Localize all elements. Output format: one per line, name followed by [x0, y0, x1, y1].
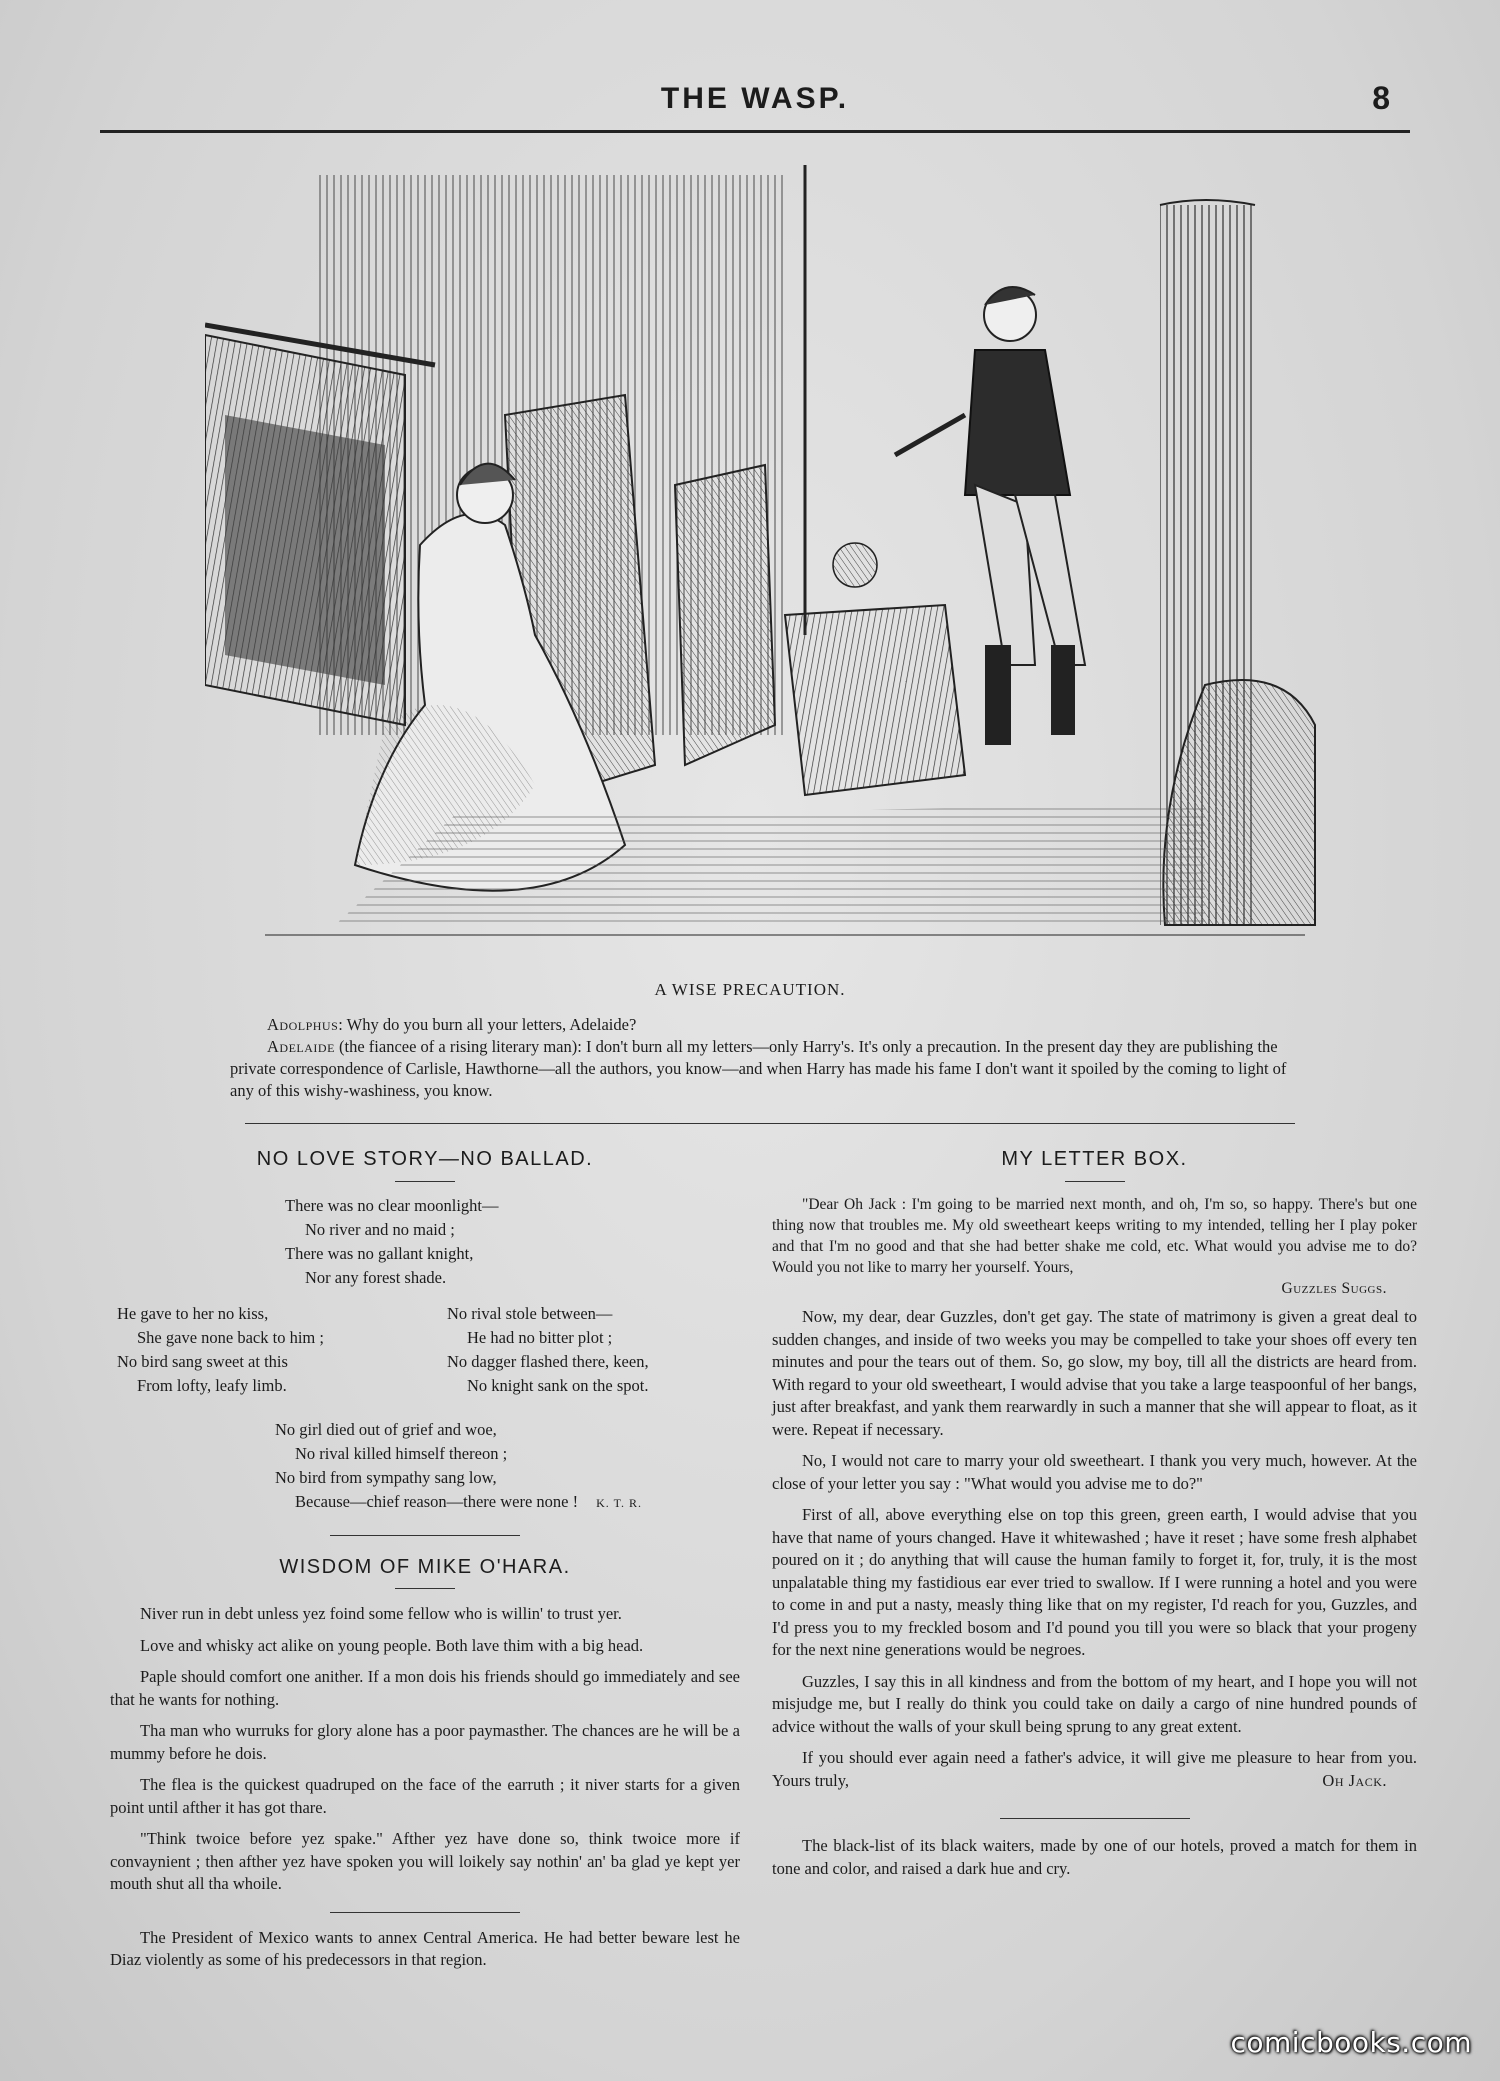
poem-line: He had no bitter plot ; [467, 1327, 613, 1347]
poem-line: No river and no maid ; [305, 1219, 455, 1239]
poem-line: He gave to her no kiss, [117, 1303, 269, 1323]
poem-stanza-2 [117, 1302, 324, 1398]
poem-signature: K. T. R. [596, 1495, 643, 1510]
engraving-couple-fireplace-icon [205, 165, 1325, 950]
poem-line: No dagger flashed there, keen, [447, 1351, 649, 1371]
speaker-adelaide: Adelaide [267, 1037, 335, 1056]
illustration-caption-title: A WISE PRECAUTION. [654, 980, 846, 999]
mexico-paragraph: The President of Mexico wants to annex Central America. He had better beware lest he Diaz violently as some of his predecessors in that region. [110, 1927, 740, 1969]
section-rule [1000, 1818, 1190, 1819]
poem-line: No knight sank on the spot. [467, 1375, 649, 1395]
section-rule [330, 1535, 520, 1536]
poem-stanza-4 [110, 1418, 740, 1515]
section-divider [245, 1123, 1295, 1124]
reply-paragraph: Now, my dear, dear Guzzles, don't get gay. The state of matrimony is given a great deal to sudden changes, and inside of two weeks you may be compelled to take your shoes off every ten minutes and pour the tears out of them. So, go slow, my boy, till all the districts are heard from. With regard to your old sweetheart, I would advise that you take a large teaspoonful of her bangs, just after breakfast, and yank them rearwardly in such a manner that she will appear to float, as it were. Repeat if necessary. [772, 1307, 1417, 1439]
poem-title-rule [395, 1181, 455, 1182]
poem-line: Because—chief reason—there were none ! [295, 1491, 579, 1511]
poem-line: No rival killed himself thereon ; [295, 1443, 508, 1463]
reader-letter: "Dear Oh Jack : I'm going to be married next month, and oh, I'm so, so happy. There's but one thing now that troubles me. My old sweetheart keeps writing to my intended, telling her I play poker and that I'm no good and that she had better shake me cold, etc. What would you advise me to do? Would you not like to marry her yourself. Yours, [772, 1195, 1417, 1276]
poem-line: She gave none back to him ; [137, 1327, 324, 1347]
blacklist-paragraph [772, 1835, 1417, 1880]
letterbox-title-rule [1065, 1181, 1125, 1182]
poem-line: No bird from sympathy sang low, [275, 1467, 497, 1487]
wisdom-paragraph: The flea is the quickest quadruped on the face of the earruth ; it niver starts for a given point until afther it has got thare. [110, 1775, 740, 1817]
reply-closing [772, 1747, 1417, 1792]
closing-text: If you should ever again need a father's advice, it will give me pleasure to hear from you. Yours truly, [772, 1748, 1417, 1790]
adolphus-line: : Why do you burn all your letters, Adelaide? [338, 1015, 637, 1034]
page-number: 8 [1372, 80, 1390, 116]
illustration-caption [230, 1014, 1290, 1102]
poem-stanza-1 [110, 1194, 740, 1290]
poem-line: From lofty, leafy limb. [137, 1375, 287, 1395]
poem-line: There was no gallant knight, [285, 1243, 474, 1263]
blacklist-text: The black-list of its black waiters, made by one of our hotels, proved a match for them in tone and color, and raised a dark hue and cry. [772, 1836, 1417, 1878]
poem-middle-stanzas [110, 1302, 740, 1414]
right-column [772, 1148, 1417, 1889]
speaker-adolphus: Adolphus [267, 1015, 339, 1034]
reply-paragraph: No, I would not care to marry your old sweetheart. I thank you very much, however. At the close of your letter you say : "What would you advise me to do?" [772, 1451, 1417, 1493]
poem-line: Nor any forest shade. [305, 1267, 447, 1287]
wisdom-paragraph: Love and whisky act alike on young people. Both lave thim with a big head. [140, 1635, 644, 1655]
caption-line-adolphus [230, 1014, 1290, 1036]
poem-title: NO LOVE STORY—NO BALLAD. [256, 1148, 594, 1170]
letterbox-title: MY LETTER BOX. [1001, 1148, 1188, 1170]
reply-paragraph: Guzzles, I say this in all kindness and from the bottom of my heart, and I hope you will not misjudge me, but I really do think you could take on daily a cargo of nine hundred pounds of advice without the walls of your skull being sprung to any great extent. [772, 1671, 1417, 1736]
closing-signature: Oh Jack. [1322, 1770, 1387, 1790]
wisdom-title-rule [395, 1588, 455, 1589]
wisdom-paragraph: "Think twoice before yez spake." Afther yez have done so, think twoice more if convaynient ; then afther yez have spoken you will loikely say nothin' an' ba glad ye kept yer mouth shut all tha whoile. [110, 1829, 740, 1893]
wisdom-title: WISDOM OF MIKE O'HARA. [279, 1555, 571, 1578]
watermark: comicbooks.com [1230, 2026, 1472, 2059]
poem-line: No girl died out of grief and woe, [275, 1419, 497, 1439]
header-rule [100, 130, 1410, 133]
poem-line: No rival stole between— [447, 1303, 613, 1323]
adelaide-line: (the fiancee of a rising literary man): I don't burn all my letters—only Harry's. It's only a precaution. In the present day they are publishing the private correspondence of Carlisle, Hawthorne—all the authors, you know—and when Harry has made his fame I don't want it spoiled by the coming to light of any of this wishy-washiness, you know. [230, 1037, 1287, 1100]
poem-line: No bird sang sweet at this [117, 1351, 288, 1371]
wisdom-paragraph: Niver run in debt unless yez foind some fellow who is willin' to trust yer. [140, 1604, 622, 1623]
wisdom-paragraph: Paple should comfort one anither. If a mon dois his friends should go immediately and see that he wants for nothing. [110, 1667, 740, 1709]
page-header [100, 78, 1410, 128]
poem-stanza-3 [447, 1302, 649, 1398]
caption-line-adelaide [230, 1036, 1290, 1102]
left-column [110, 1148, 740, 1981]
letter-signature: Guzzles Suggs. [1281, 1279, 1387, 1297]
reply-paragraph: First of all, above everything else on top this green, green earth, I would advise that you have that name of yours changed. Have it whitewashed ; have it reset ; have some fresh alphabet poured on it ; do anything that will cause the human family to forget it, for, truly, it is the most unpalatable thing my fastidious ear ever tried to swallow. If I were running a hotel and you were to come in and put a nasty, measly thing like that on my register, I'd reach for you, Guzzles, and I'd press you to my freckled bosom and I'd pound you till you were so black that your progeny for the next nine generations would be negroes. [772, 1505, 1417, 1659]
publication-title: THE WASP. [660, 82, 850, 115]
section-rule [330, 1912, 520, 1913]
poem-line: There was no clear moonlight— [285, 1195, 499, 1215]
wisdom-paragraph: Tha man who wurruks for glory alone has a poor paymasther. The chances are he will be a mummy before he dois. [110, 1721, 740, 1763]
